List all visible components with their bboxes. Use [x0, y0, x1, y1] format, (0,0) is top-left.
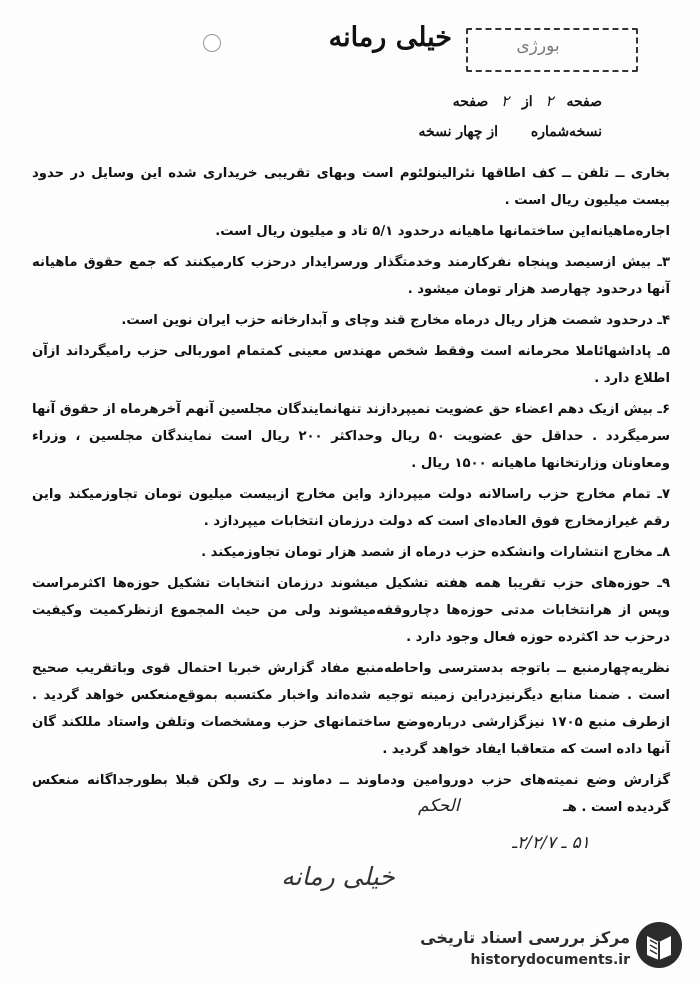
handwritten-reference-number: ۵۱ ـ ۲/۲/۷ـ: [512, 833, 590, 853]
paragraph-2: اجاره‌ماهیانه‌این ساختمانها ماهیانه درحدود ۵/۱ تاد و میلیون ریال است.: [215, 224, 670, 239]
paragraph-9: ۹ـ حوزه‌های حزب تقریبا همه هفته تشکیل میشوند درزمان انتخابات تشکیل حوزه‌ها اکثرمراست وپس از هرانتخابات مدتی حوزه‌ها دچاروقفه‌میشوند ولی من حیث المجموع ازنظرکمیت وکیفیت درحزب حد اکثرده حوزه فعال وجود دارد .: [32, 576, 670, 645]
page-suffix: صفحه: [452, 94, 489, 110]
watermark-title: مرکز بررسی اسناد تاریخی: [420, 928, 630, 947]
page-of-label: از: [522, 94, 533, 110]
paragraph-1: بخاری ــ تلفن ــ کف اطاقها نئرالینولئوم است وبهای تقریبی خریداری شده این وسایل در حدود بیست میلیون ریال است .: [32, 166, 670, 208]
paragraph-6: ۶ـ بیش ازیک دهم اعضاء حق عضویت نمیپردازند تنهانمایندگان مجلسین آنهم آخرهرماه از حقوق آنها سرمیگردد . حداقل حق عضویت ۵۰ ریال وحداکثر ۲۰۰ ریال است نمایندگان مجلسین ، وزراء ومعاونان وزارتخانها ماهیانه ۱۵۰۰ ریال .: [32, 402, 670, 471]
paragraph-7: ۷ـ تمام مخارج حزب راسالانه دولت میپردازد واین مخارج ازبیست میلیون تومان تجاوزمیکند واین رقم غیرازمخارج فوق العاده‌ای است که دولت درزمان انتخابات میپردازد .: [32, 487, 670, 529]
watermark-url: historydocuments.ir: [470, 952, 630, 968]
classification-title: خیلی رمانه: [328, 22, 452, 53]
page-current: ۲: [545, 92, 554, 110]
archive-logo-icon: [634, 920, 684, 970]
paragraph-8: ۸ـ مخارج انتشارات وانشکده حزب درماه از شصد هزار تومان تجاوزمیکند .: [201, 545, 670, 560]
stamp-text: بورژی: [516, 36, 560, 56]
paragraph-3: ۳ـ بیش ازسیصد وپنجاه نفرکارمند وخدمتگذار ورسرایدار درحزب کارمیکنند که جمع حقوق ماهیانه آنها درحدود چهارصد هزار تومان میشود .: [32, 255, 670, 297]
copy-of-label: از چهار نسخه: [418, 124, 498, 140]
handwritten-classification-note: خیلی رمانه: [281, 862, 395, 891]
handwritten-initial: الحکم: [418, 796, 460, 816]
copy-number-line: [330, 124, 602, 140]
punch-hole: [203, 34, 221, 52]
page-total: ۲: [501, 92, 510, 110]
paragraph-10: نظریه‌چهارمنبع ــ باتوجه بدسترسی واحاطه‌منبع مفاد گزارش خبربا احتمال قوی وباتقریب صحیح است . ضمنا منابع دیگرنیزدراین زمینه توجیه شده‌اند واخبار مکتسبه بموقع‌منعکس خواهد گردید . ازطرف منبع ۱۷۰۵ نیزگزارشی درباره‌وضع ساختمانهای حزب ومشخصات وتلفن واستاد مللکند گان آنها داده است که متعاقبا ایفاد خواهد گردید .: [32, 661, 670, 757]
page-count-line: [330, 92, 602, 110]
paragraph-4: ۴ـ درحدود شصت هزار ریال درماه مخارج قند وچای و آبدارخانه حزب ایران نوین است.: [121, 313, 670, 328]
copy-label: نسخه‌شماره: [530, 124, 602, 140]
paragraph-11: گزارش وضع نمیته‌های حزب دوروامین ودماوند ــ دماوند ــ ری ولکن قبلا بطورجداگانه منعکس گردیده است . هـ: [32, 773, 670, 815]
paragraph-5: ۵ـ پاداشهائاملا محرمانه است وفقط شخص مهندس معینی کمتمام اموربالی حزب رامیگرداند ازآن اطلاع دارد .: [32, 344, 670, 386]
document-body: [32, 160, 670, 825]
page-label: صفحه: [566, 94, 602, 110]
